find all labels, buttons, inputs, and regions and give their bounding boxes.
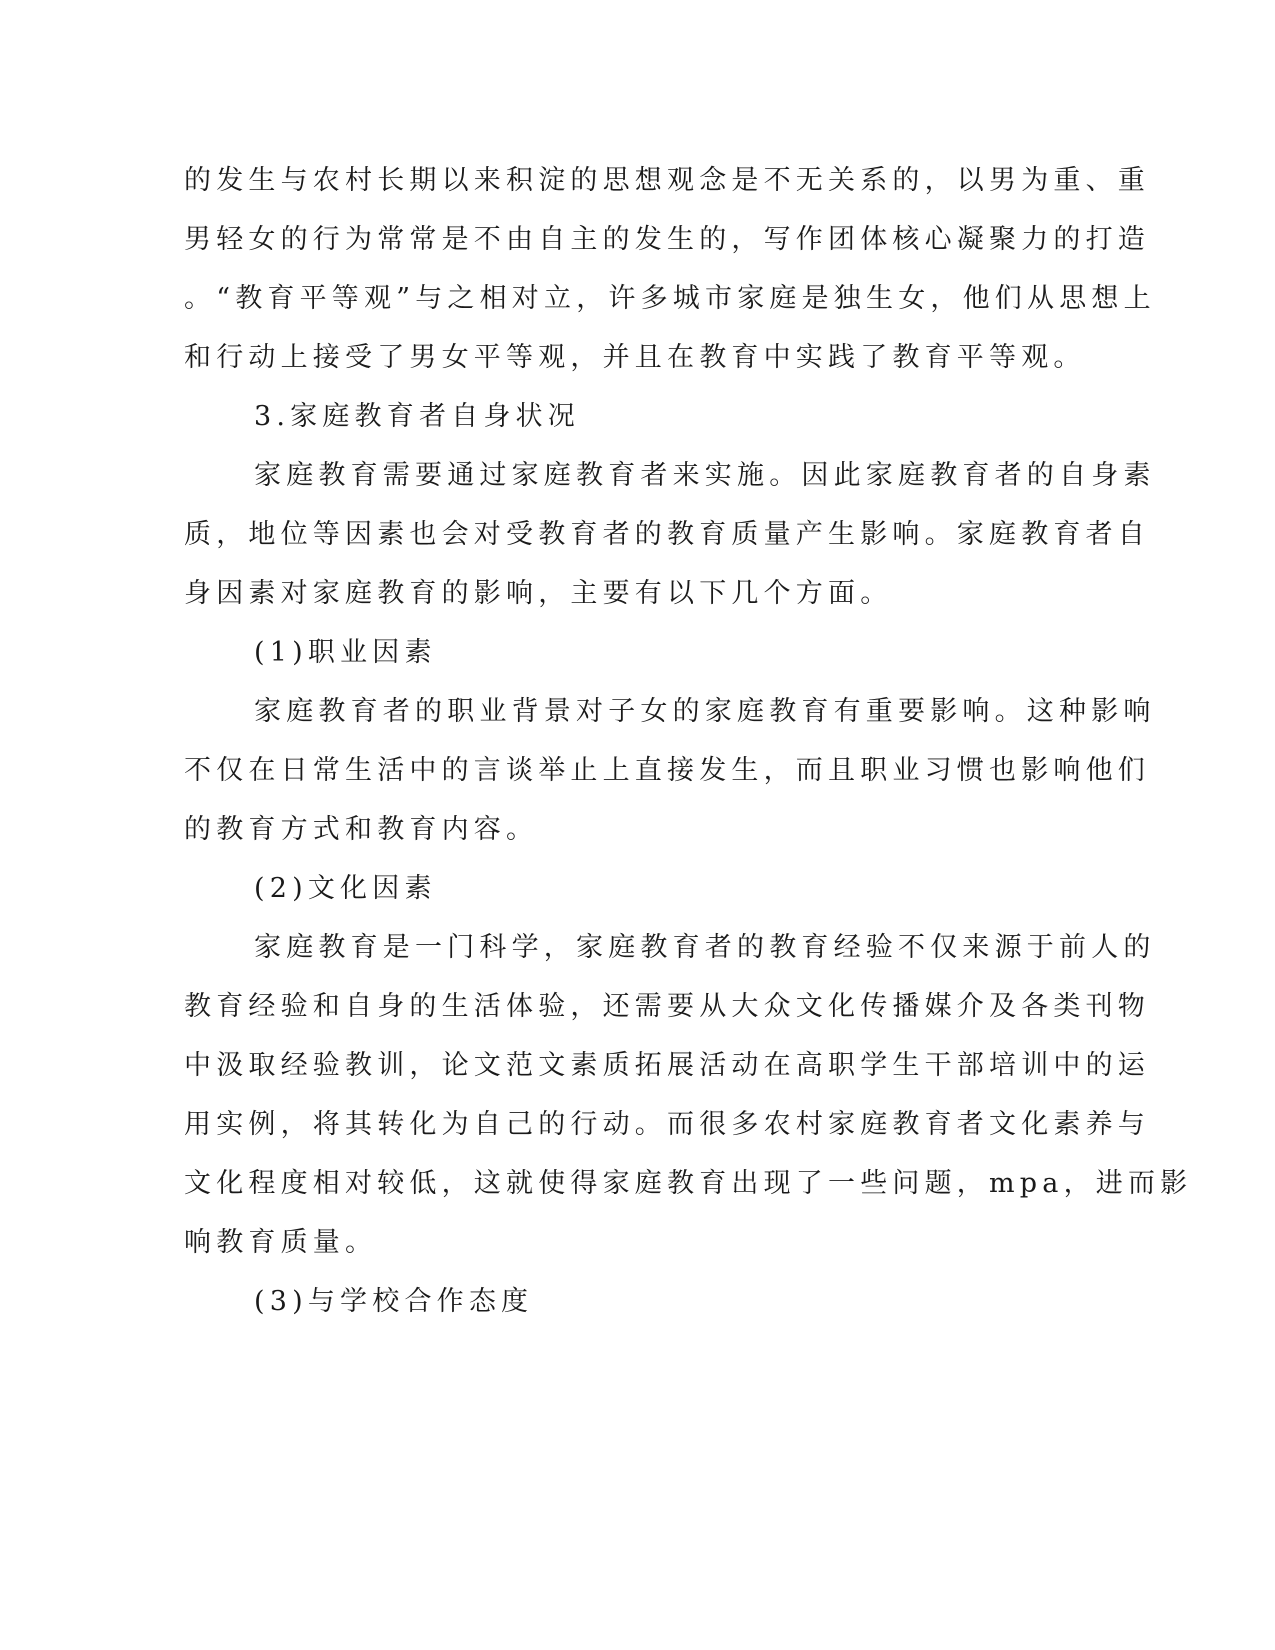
paragraph-line: 。“教育平等观”与之相对立，许多城市家庭是独生女，他们从思想上 [184,283,1156,314]
paragraph-line: 不仅在日常生活中的言谈举止上直接发生，而且职业习惯也影响他们 [184,755,1150,786]
paragraph-line: 教育经验和自身的生活体验，还需要从大众文化传播媒介及各类刊物 [184,991,1150,1022]
section-heading: 3.家庭教育者自身状况 [254,401,580,432]
paragraph-line: 的教育方式和教育内容。 [184,814,539,845]
paragraph-line: 家庭教育是一门科学，家庭教育者的教育经验不仅来源于前人的 [254,932,1156,963]
paragraph-line: 响教育质量。 [184,1227,378,1258]
subsection-heading: (2)文化因素 [254,873,437,904]
paragraph-line: 文化程度相对较低，这就使得家庭教育出现了一些问题，mpa，进而影 [184,1168,1193,1199]
paragraph-line: 家庭教育需要通过家庭教育者来实施。因此家庭教育者的自身素 [254,460,1156,491]
paragraph-line: 和行动上接受了男女平等观，并且在教育中实践了教育平等观。 [184,342,1086,373]
paragraph-line: 中汲取经验教训，论文范文素质拓展活动在高职学生干部培训中的运 [184,1050,1150,1081]
paragraph-line: 用实例，将其转化为自己的行动。而很多农村家庭教育者文化素养与 [184,1109,1150,1140]
paragraph-line: 质，地位等因素也会对受教育者的教育质量产生影响。家庭教育者自 [184,519,1150,550]
subsection-heading: (1)职业因素 [254,637,437,668]
paragraph-line: 男轻女的行为常常是不由自主的发生的，写作团体核心凝聚力的打造 [184,224,1150,255]
paragraph-line: 的发生与农村长期以来积淀的思想观念是不无关系的，以男为重、重 [184,165,1150,196]
paragraph-line: 家庭教育者的职业背景对子女的家庭教育有重要影响。这种影响 [254,696,1156,727]
paragraph-line: 身因素对家庭教育的影响，主要有以下几个方面。 [184,578,893,609]
subsection-heading: (3)与学校合作态度 [254,1286,534,1317]
